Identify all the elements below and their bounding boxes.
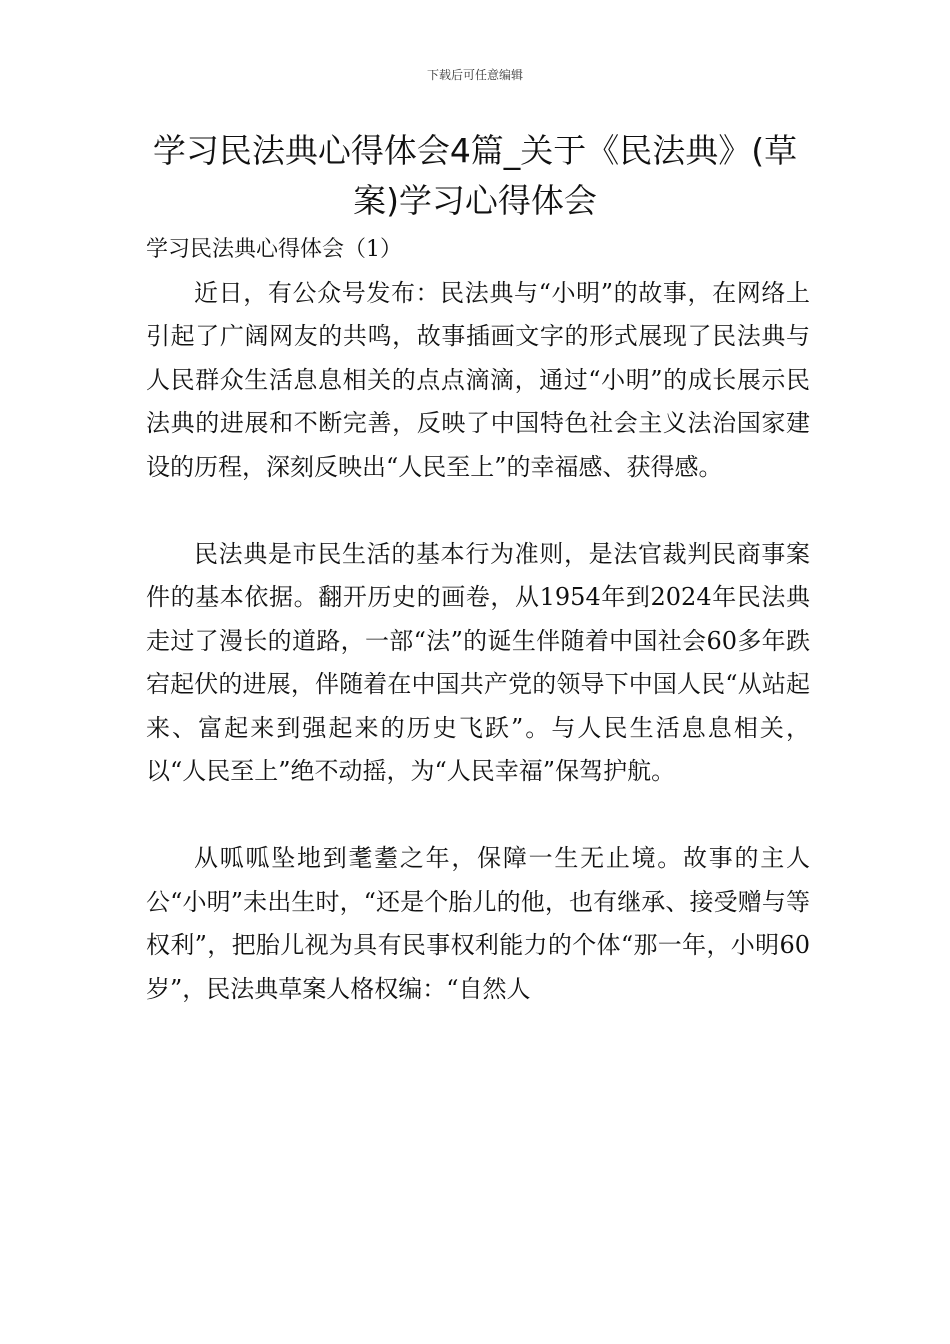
paragraph: 从呱呱坠地到耄耋之年，保障一生无止境。故事的主人公“小明”未出生时，“还是个胎儿的他，也有继承、接受赠与等权利”，把胎儿视为具有民事权利能力的个体“那一年，小明60岁”，民法典草案人格权编：“自然人 — [146, 844, 810, 1003]
document-body — [146, 228, 810, 1011]
paragraph: 民法典是市民生活的基本行为准则，是法官裁判民商事案件的基本依据。翻开历史的画卷，从1954年到2024年民法典走过了漫长的道路，一部“法”的诞生伴随着中国社会60多年跌宕起伏的进展，伴随着在中国共产党的领导下中国人民“从站起来、富起来到强起来的历史飞跃”。与人民生活息息相关，以“人民至上”绝不动摇，为“人民幸福”保驾护航。 — [146, 539, 810, 785]
document-title: 学习民法典心得体会4篇_关于《民法典》(草案)学习心得体会 — [152, 131, 798, 220]
paragraph: 近日，有公众号发布：民法典与“小明”的故事，在网络上引起了广阔网友的共鸣，故事插画文字的形式展现了民法典与人民群众生活息息相关的点点滴滴，通过“小明”的成长展示民法典的进展和不断完善，反映了中国特色社会主义法治国家建设的历程，深刻反映出“人民至上”的幸福感、获得感。 — [146, 278, 810, 481]
header-note: 下载后可任意编辑 — [426, 68, 523, 82]
section-heading: 学习民法典心得体会（1） — [146, 237, 402, 262]
